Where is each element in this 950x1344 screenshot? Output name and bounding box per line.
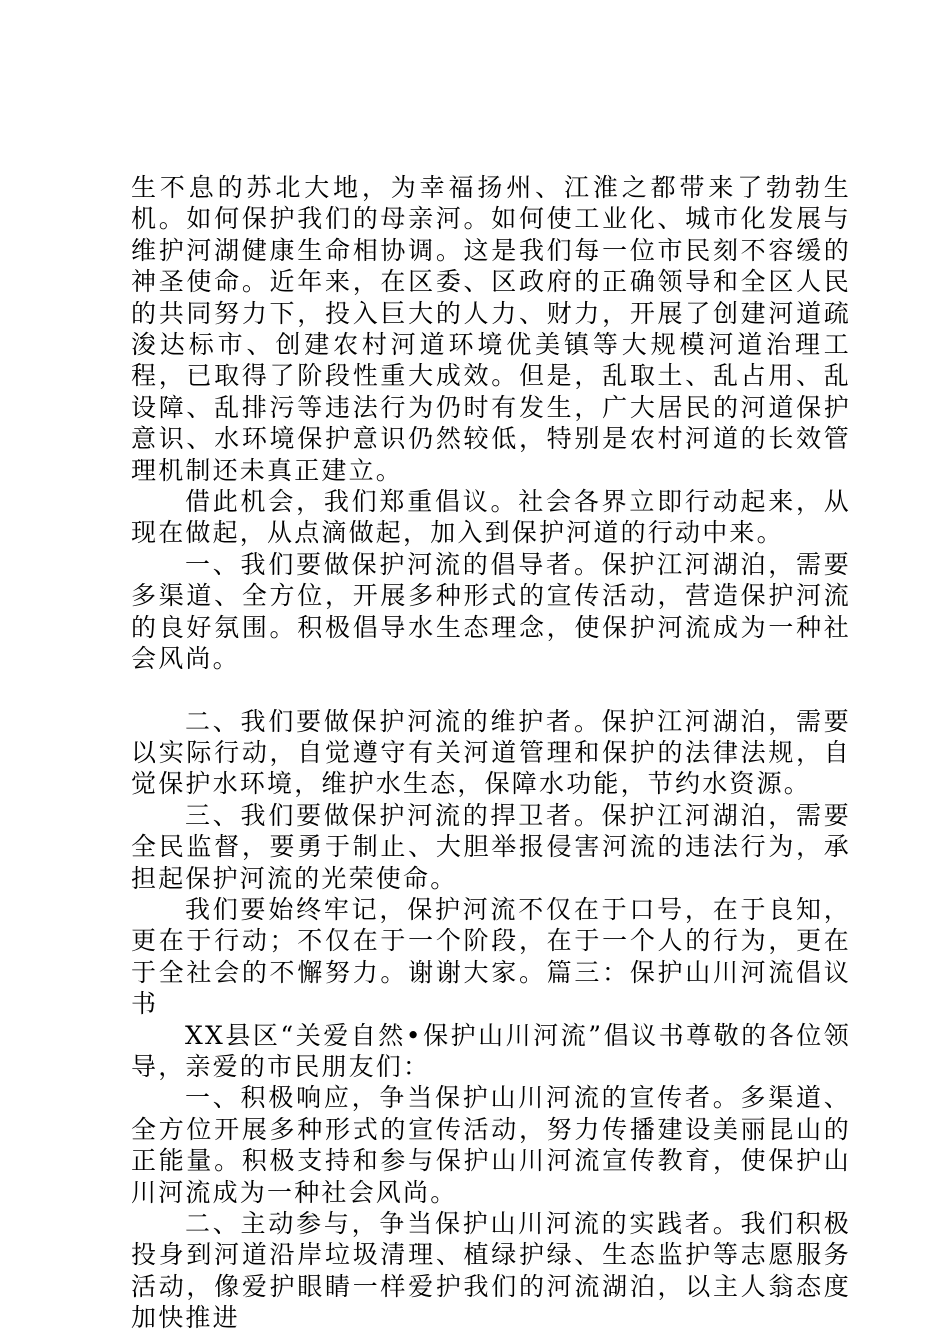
paragraph-9: 二、主动参与，争当保护山川河流的实践者。我们积极投身到河道沿岸垃圾清理、植绿护绿、生态监护等志愿服务活动，像爱护眼睛一样爱护我们的河流湖泊，以主人翁态度加快推进	[131, 1209, 851, 1333]
paragraph-5: 三、我们要做保护河流的捍卫者。保护江河湖泊，需要全民监督，要勇于制止、大胆举报侵害河流的违法行为，承担起保护河流的光荣使命。	[131, 800, 851, 893]
paragraph-3: 一、我们要做保护河流的倡导者。保护江河湖泊，需要多渠道、全方位，开展多种形式的宣传活动，营造保护河流的良好氛围。积极倡导水生态理念，使保护河流成为一种社会风尚。	[131, 549, 851, 674]
paragraph-7: XX县区“关爱自然•保护山川河流”倡议书尊敬的各位领导，亲爱的市民朋友们：	[131, 1020, 851, 1081]
paragraph-4: 二、我们要做保护河流的维护者。保护江河湖泊，需要以实际行动，自觉遵守有关河道管理和保护的法律法规，自觉保护水环境，维护水生态，保障水功能，节约水资源。	[131, 706, 851, 799]
document-body	[131, 172, 851, 1334]
paragraph-1: 生不息的苏北大地，为幸福扬州、江淮之都带来了勃勃生机。如何保护我们的母亲河。如何使工业化、城市化发展与维护河湖健康生命相协调。这是我们每一位市民刻不容缓的神圣使命。近年来，在区委、区政府的正确领导和全区人民的共同努力下，投入巨大的人力、财力，开展了创建河道疏浚达标市、创建农村河道环境优美镇等大规模河道治理工程，已取得了阶段性重大成效。但是，乱取土、乱占用、乱设障、乱排污等违法行为仍时有发生，广大居民的河道保护意识、水环境保护意识仍然较低，特别是农村河道的长效管理机制还未真正建立。	[131, 173, 851, 485]
paragraph-8: 一、积极响应，争当保护山川河流的宣传者。多渠道、全方位开展多种形式的宣传活动，努力传播建设美丽昆山的正能量。积极支持和参与保护山川河流宣传教育，使保护山川河流成为一种社会风尚。	[131, 1083, 851, 1207]
paragraph-2: 借此机会，我们郑重倡议。社会各界立即行动起来，从现在做起，从点滴做起，加入到保护河道的行动中来。	[131, 487, 851, 548]
paragraph-6: 我们要始终牢记，保护河流不仅在于口号，在于良知，更在于行动；不仅在于一个阶段，在于一个人的行为，更在于全社会的不懈努力。谢谢大家。篇三：保护山川河流倡议书	[131, 894, 851, 1019]
